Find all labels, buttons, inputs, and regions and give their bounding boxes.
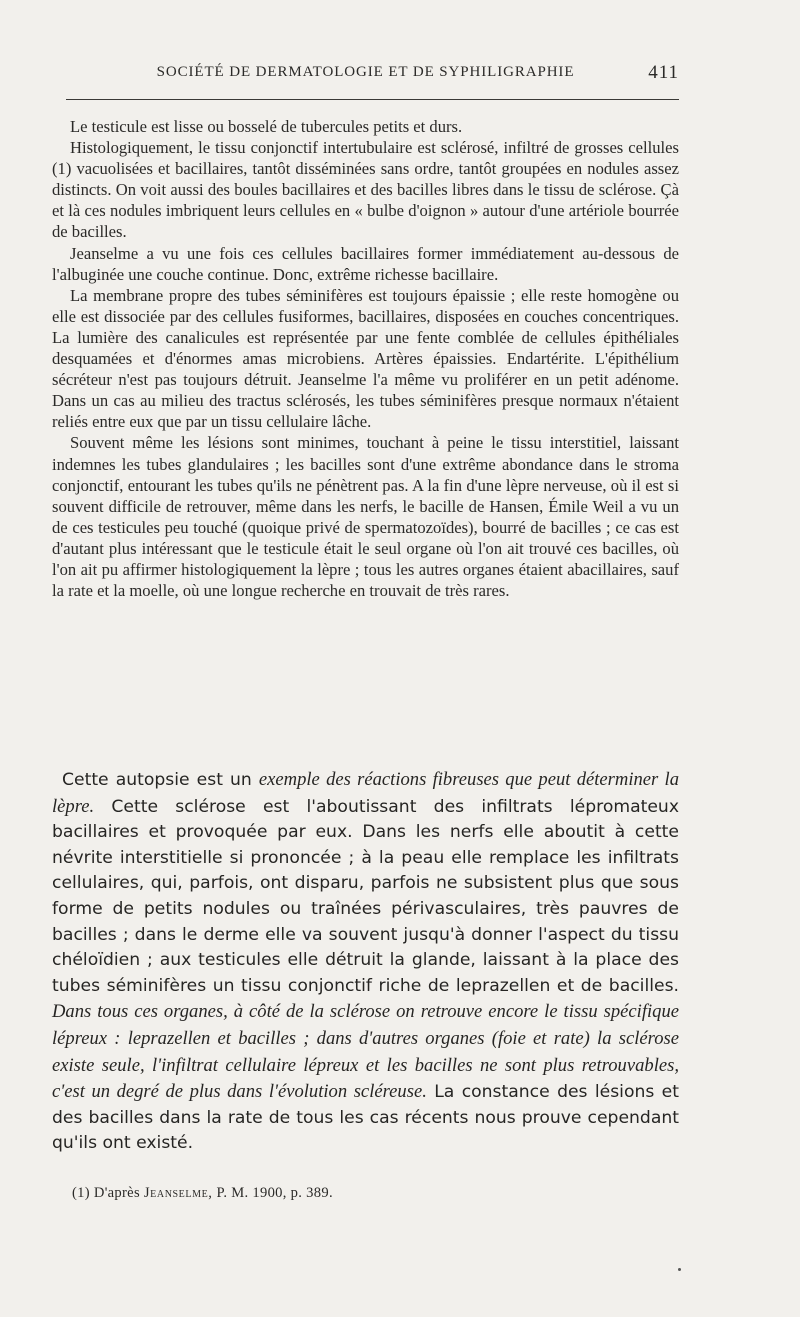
paper-speck <box>678 1268 681 1271</box>
conclusion-paragraph <box>52 767 679 1157</box>
paragraph-histology: Histologiquement, le tissu conjonctif intertubulaire est sclérosé, infiltré de grosses cellules (1) vacuolisées et bacillaires, tantôt disséminées sans ordre, tantôt groupées en nodules assez distincts. On voit aussi des boules bacillaires et des bacilles libres dans le tissu de sclérose. Çà et là ces nodules imbriquent leurs cellules en « bulbe d'oignon » autour d'une artériole bourrée de bacilles. <box>52 138 679 242</box>
conclusion-italic-segment: Dans tous ces organes, à côté de la sclérose on retrouve encore le tissu spécifique lépreux : leprazellen et bacilles ; dans d'autres organes (foie et rate) la sclérose existe seule, l'infiltrat cellulaire lépreux et les bacilles ne sont plus retrouvables, c'est un degré de plus dans l'évolution scléreuse. <box>52 1001 679 1103</box>
paragraph-minimal-lesions: Souvent même les lésions sont minimes, touchant à peine le tissu interstitiel, laissant indemnes les tubes glandulaires ; les bacilles sont d'une extrême abondance dans le stroma conjonctif, entourant les tubes qu'ils ne pénètrent pas. A la fin d'une lèpre nerveuse, où il est si souvent difficile de retrouver, même dans les nerfs, le bacille de Hansen, Émile Weil a vu un de ces testicules peu touché (quoique privé de spermatozoïdes), bourré de bacilles ; ce cas est d'autant plus intéressant que le testicule était le seul organe où l'on ait trouvé ces bacilles, où l'on ait pu affirmer histologiquement la lèpre ; tous les autres organes étaient abacillaires, sauf la rate et la moelle, où une longue recherche en trouvait de très rares. <box>52 433 679 601</box>
conclusion-segment: Cette sclérose est l'aboutissant des infiltrats lépromateux bacillaires et provoquée par eux. Dans les nerfs elle aboutit à cette névrite interstitielle si prononcée ; à la peau elle remplace les infiltrats cellulaires, qui, parfois, ont disparu, parfois ne subsistent plus que sous forme de petits nodules ou traînées périvasculaires, très pauvres de bacilles ; dans le derme elle va souvent jusqu'à donner l'aspect du tissu chéloïdien ; aux testicules elle détruit la glande, laissant à la place des tubes séminifères un tissu conjonctif riche de leprazellen et de bacilles. <box>52 796 679 996</box>
page-number: 411 <box>648 62 679 83</box>
conclusion-italic-segment: exemple des réactions fibreuses que peut déterminer la lèpre. <box>52 769 680 817</box>
running-title: SOCIÉTÉ DE DERMATOLOGIE ET DE SYPHILIGRAPHIE <box>156 64 575 80</box>
footnote-prefix: D'après <box>93 1185 140 1201</box>
paragraph-jeanselme-observation: Jeanselme a vu une fois ces cellules bacillaires former immédiatement au-dessous de l'albuginée une couche continue. Donc, extrême richesse bacillaire. <box>52 243 679 284</box>
conclusion-section <box>52 767 679 1157</box>
case-description <box>52 116 679 601</box>
conclusion-segment: La constance des lésions et des bacilles dans la rate de tous les cas récents nous prouve cependant qu'ils ont existé. <box>52 1082 679 1154</box>
document-page <box>52 0 679 1317</box>
footnote-citation: P. M. 1900, p. 389. <box>216 1185 333 1201</box>
conclusion-segment: Cette autopsie est un <box>62 770 259 790</box>
footnote-author: Jeanselme, <box>143 1185 213 1201</box>
paragraph-seminiferous-tubes: La membrane propre des tubes séminifères est toujours épaissie ; elle reste homogène ou elle est dissociée par des cellules fusiformes, bacillaires, disposées en couches concentriques. La lumière des canalicules est représentée par une fente comblée de cellules épithéliales desquamées et d'énormes amas microbiens. Artères épaissies. Endartérite. L'épithélium sécréteur n'est pas toujours détruit. Jeanselme l'a même vu proliférer en un petit adénome. Dans un cas au milieu des tractus sclérosés, les tubes séminifères presque normaux n'étaient reliés entre eux que par un tissu cellulaire lâche. <box>52 285 679 432</box>
footnote <box>72 1185 333 1202</box>
running-header <box>52 62 679 86</box>
footnote-marker: (1) <box>72 1185 90 1201</box>
header-rule <box>66 99 679 100</box>
paragraph-testicle-surface: Le testicule est lisse ou bosselé de tubercules petits et durs. <box>70 117 463 136</box>
